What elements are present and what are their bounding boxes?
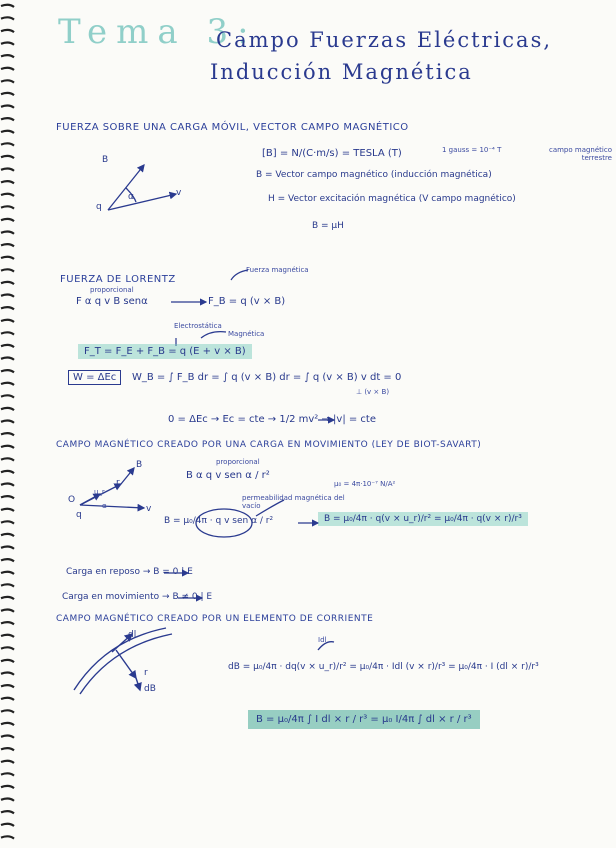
- spiral-ring: [1, 80, 14, 82]
- biot-savart-vector: B = μ₀/4π · q(v × u_r)/r² = μ₀/4π · q(v × r)/r³: [318, 512, 528, 526]
- spiral-ring: [1, 484, 14, 486]
- mu0-value: μ₀ = 4π·10⁻⁷ N/A²: [334, 480, 396, 488]
- spiral-ring: [1, 93, 14, 95]
- spiral-ring: [1, 206, 14, 208]
- idl-note: Idl: [318, 636, 327, 644]
- spiral-ring: [1, 383, 14, 385]
- spiral-ring: [1, 68, 14, 70]
- perpendicular-note: ⊥ (v × B): [356, 388, 390, 396]
- electrostatic-note: Electrostática: [174, 322, 222, 330]
- total-field-integral: B = μ₀/4π ∫ I dl × r / r³ = μ₀ I/4π ∫ dl × r / r³: [248, 710, 480, 729]
- gauss-equivalence: 1 gauss = 10⁻⁴ T: [442, 146, 502, 154]
- section2-heading: FUERZA DE LORENTZ: [60, 274, 176, 285]
- spiral-ring: [1, 320, 14, 322]
- diagram1-label-q: q: [96, 202, 102, 212]
- vacuum-permeability-note: permeabilidad magnética del vacío: [242, 494, 345, 510]
- diagram3-label-v: v: [146, 504, 152, 514]
- spiral-ring: [1, 786, 14, 788]
- spiral-ring: [1, 811, 14, 813]
- spiral-ring: [1, 370, 14, 372]
- spiral-ring: [1, 5, 14, 7]
- title-line1: Campo Fuerzas Eléctricas,: [216, 28, 553, 52]
- spiral-ring: [1, 736, 14, 738]
- spiral-ring: [1, 169, 14, 171]
- spiral-ring: [1, 761, 14, 763]
- spiral-ring: [1, 723, 14, 725]
- diagram3-label-O: O: [68, 495, 76, 505]
- spiral-ring: [1, 521, 14, 523]
- spiral-ring: [1, 282, 14, 284]
- spiral-ring: [1, 143, 14, 145]
- tesla-unit-equation: [B] = N/(C·m/s) = TESLA (T): [262, 148, 402, 159]
- section4-heading: CAMPO MAGNÉTICO CREADO POR UN ELEMENTO DE CORRIENTE: [56, 614, 374, 624]
- diagram4-label-dl: dl: [128, 630, 137, 640]
- lorentz-proportional-note: proporcional: [90, 286, 134, 294]
- diagram1-label-v: v: [176, 188, 182, 198]
- total-force-equation: F_T = F_E + F_B = q (E + v × B): [78, 344, 252, 359]
- lorentz-proportionality: F α q v B senα: [76, 296, 148, 307]
- diagram3-label-B: B: [136, 460, 143, 470]
- force-vector-diagram: [108, 165, 176, 210]
- notebook-page: [16, 0, 616, 848]
- magnetic-force-equation: F_B = q (v × B): [208, 296, 286, 307]
- gauss-note: campo magnético terrestre: [548, 146, 612, 162]
- spiral-ring: [1, 55, 14, 57]
- spiral-ring: [1, 194, 14, 196]
- spiral-ring: [1, 257, 14, 259]
- spiral-ring: [1, 673, 14, 675]
- current-element-diagram: [74, 628, 334, 694]
- spiral-ring: [1, 156, 14, 158]
- spiral-ring: [1, 219, 14, 221]
- spiral-ring: [1, 698, 14, 700]
- spiral-ring: [1, 433, 14, 435]
- spiral-ring: [1, 43, 14, 45]
- diagram1-label-B: B: [102, 155, 109, 165]
- spiral-ring: [1, 307, 14, 309]
- h-definition: H = Vector excitación magnética (V campo magnético): [268, 194, 516, 204]
- spiral-ring: [1, 836, 14, 838]
- kinetic-energy-equation: 0 = ΔEc → Ec = cte → 1/2 mv² → |v| = cte: [168, 414, 376, 425]
- spiral-ring: [1, 773, 14, 775]
- spiral-binding: [0, 0, 16, 848]
- diagram3-label-ur: u_r: [94, 488, 105, 496]
- b-mu-h-equation: B = μH: [312, 221, 344, 231]
- spiral-ring: [1, 635, 14, 637]
- charge-at-rest: Carga en reposo → B = 0 | E: [66, 567, 193, 577]
- spiral-ring: [1, 408, 14, 410]
- b-definition: B = Vector campo magnético (inducción magnética): [256, 170, 492, 180]
- spiral-ring: [1, 509, 14, 511]
- spiral-ring: [1, 106, 14, 108]
- spiral-ring: [1, 799, 14, 801]
- diagram4-label-r: r: [144, 668, 148, 678]
- section1-heading: FUERZA SOBRE UNA CARGA MÓVIL, VECTOR CAMPO MAGNÉTICO: [56, 122, 409, 133]
- spiral-ring: [1, 685, 14, 687]
- spiral-ring: [1, 748, 14, 750]
- spiral-ring: [1, 181, 14, 183]
- spiral-ring: [1, 244, 14, 246]
- spiral-ring: [1, 824, 14, 826]
- spiral-ring: [1, 458, 14, 460]
- spiral-ring: [1, 660, 14, 662]
- diagram3-label-r: r: [116, 478, 120, 488]
- magnetic-note: Magnética: [228, 330, 265, 338]
- spiral-ring: [1, 269, 14, 271]
- spiral-ring: [1, 610, 14, 612]
- spiral-ring: [1, 131, 14, 133]
- diagram1-label-alpha: α: [128, 192, 134, 202]
- section3-heading: CAMPO MAGNÉTICO CREADO POR UNA CARGA EN MOVIMIENTO (LEY DE BIOT-SAVART): [56, 440, 482, 450]
- spiral-ring: [1, 232, 14, 234]
- spiral-ring: [1, 547, 14, 549]
- spiral-ring: [1, 471, 14, 473]
- spiral-ring: [1, 597, 14, 599]
- spiral-ring: [1, 446, 14, 448]
- diagram4-label-dB: dB: [144, 684, 156, 694]
- work-integral-equation: W_B = ∫ F_B dr = ∫ q (v × B) dr = ∫ q (v × B) v dt = 0: [132, 372, 402, 383]
- spiral-ring: [1, 584, 14, 586]
- spiral-ring: [1, 118, 14, 120]
- spiral-ring: [1, 358, 14, 360]
- spiral-ring: [1, 395, 14, 397]
- spiral-ring: [1, 496, 14, 498]
- spiral-ring: [1, 534, 14, 536]
- spiral-ring: [1, 17, 14, 19]
- spiral-ring: [1, 622, 14, 624]
- title-line2: Inducción Magnética: [210, 60, 473, 84]
- spiral-ring: [1, 572, 14, 574]
- charge-in-motion: Carga en movimiento → B ≠ 0 | E: [62, 592, 213, 602]
- diagram3-label-q: q: [76, 510, 82, 520]
- spiral-ring: [1, 647, 14, 649]
- biot-proportionality: B α q v sen α / r²: [186, 470, 270, 481]
- diagram3-label-alpha: α: [102, 502, 107, 510]
- spiral-ring: [1, 30, 14, 32]
- spiral-ring: [1, 345, 14, 347]
- element-field-equation: dB = μ₀/4π · dq(v × u_r)/r² = μ₀/4π · Idl (v × r)/r³ = μ₀/4π · I (dl × r)/r³: [228, 662, 539, 672]
- title-tema: Tema 3:: [58, 12, 258, 52]
- spiral-ring: [1, 332, 14, 334]
- work-energy-box: W = ΔEc: [68, 370, 121, 385]
- spiral-ring: [1, 421, 14, 423]
- magnetic-force-note: Fuerza magnética: [246, 266, 309, 274]
- spiral-ring: [1, 295, 14, 297]
- biot-proportional-note: proporcional: [216, 458, 260, 466]
- spiral-ring: [1, 559, 14, 561]
- biot-savart-scalar: B = μ₀/4π · q v sen α / r²: [164, 516, 274, 526]
- spiral-ring: [1, 710, 14, 712]
